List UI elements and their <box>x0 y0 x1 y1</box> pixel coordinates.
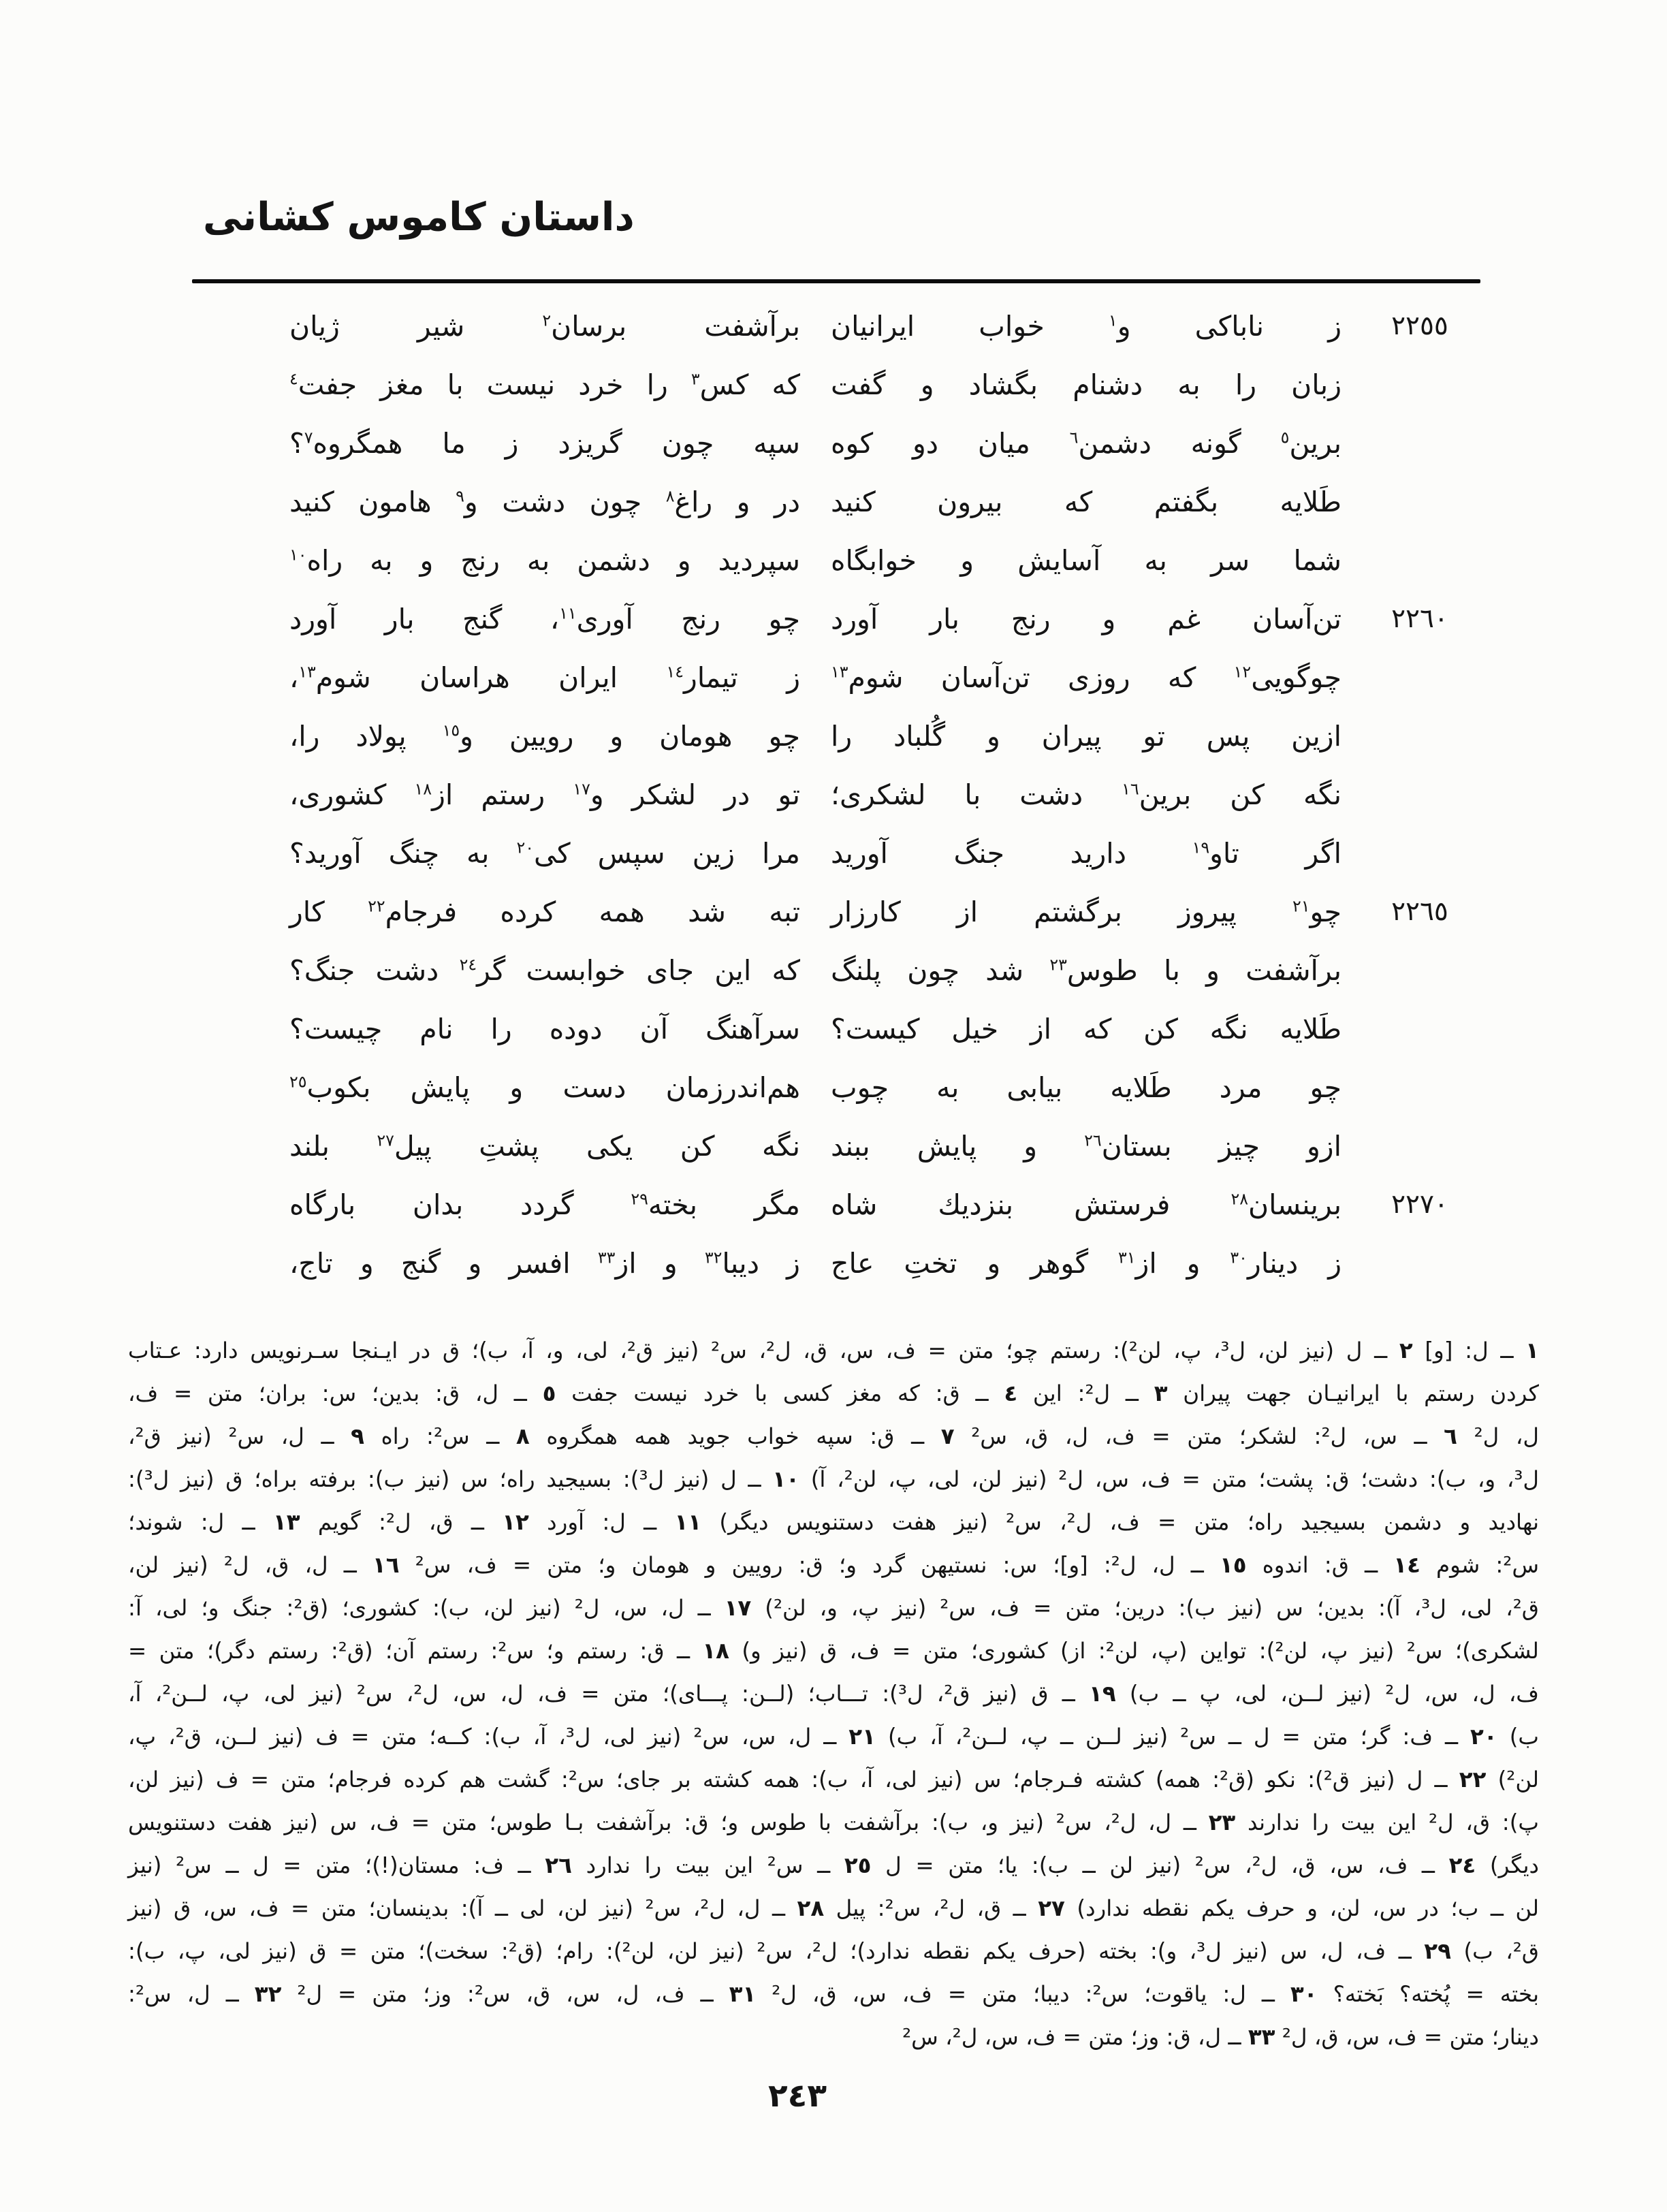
verse-number <box>1372 356 1467 414</box>
footnotes-block <box>128 1329 1539 2059</box>
verse-number <box>1372 1117 1467 1175</box>
verse-number <box>1372 707 1467 765</box>
verse-number <box>1372 765 1467 824</box>
verse-number <box>1372 824 1467 883</box>
footnote-line: لن²) ٢٢ ــ ل (نيز ق²): نكو (ق²: همه) كشته فـرجام؛ س (نيز لى، آ، ب): همه كشته بر جاى؛ س²: گشت هم كرده فرجام؛ متن = ف (نيز لن، <box>128 1767 1539 1792</box>
verse-number: ٢٢٥٥ <box>1391 311 1448 341</box>
verse-row <box>289 1175 1467 1234</box>
hemistich-first: اگر تاو$^{١٩}$ داريد جنگ آوريد <box>831 837 1341 870</box>
hemistich-first: برآشفت و با طوس$^{٢٣}$ شد چون پلنگ <box>831 954 1341 987</box>
hemistich-second: ز ديبا$^{٣٢}$ و از$^{٣٣}$ افسر و گنج و تاج، <box>289 1247 800 1280</box>
footnote-line: لشكرى)؛ س² (نيز پ، لن²): تواين (پ، لن²: از) كشورى؛ متن = ف، ق (نيز و) ١٨ ــ ق: رستم و؛ س²: رستم آن؛ (ق²: رستم دگر)؛ متن = <box>128 1638 1539 1664</box>
hemistich-second: چو هومان و رويين و$^{١٥}$ پولاد را، <box>289 720 800 753</box>
hemistich-second: ز تيمار$^{١٤}$ ايران هراسان شوم$^{١٣}$، <box>289 661 800 694</box>
verse-row <box>289 824 1467 883</box>
verse-row <box>289 1000 1467 1058</box>
hemistich-second: سرآهنگ آن دوده را نام چيست؟ <box>289 1013 800 1045</box>
footnote-line: ب) ٢٠ ــ ف: گر؛ متن = ل ــ س² (نيز لــن ــ پ، لــن²، آ، ب) ٢١ ــ ل، س، س² (نيز لى، ل³، آ، ب): كــه؛ متن = ف (نيز لــن، ق²، پ، <box>128 1724 1539 1750</box>
verse-number: ٢٢٧٠ <box>1391 1189 1448 1220</box>
hemistich-second: چو رنج آورى$^{١١}$، گنج بار آورد <box>289 603 800 635</box>
verse-number <box>1372 1058 1467 1117</box>
hemistich-first: برينسان$^{٢٨}$ فرستش بنزديك شاه <box>831 1188 1341 1221</box>
hemistich-first: چوگويى$^{١٢}$ كه روزى تن‌آسان شوم$^{١٣}$ <box>831 661 1341 694</box>
hemistich-second: هم‌اندرزمان دست و پايش بكوب$^{٢٥}$ <box>289 1071 800 1104</box>
footnote-line: ديگر) ٢٤ ــ ف، س، ق، ل²، س² (نيز لن ــ ب): يا؛ متن = ل ٢٥ ــ س² اين بيت را ندارد ٢٦ ــ ف: مستان(!)؛ متن = ل ــ س² (نيز <box>128 1852 1540 1878</box>
footnote-line: ق²، لى، ل³، آ): بدين؛ س (نيز ب): درين؛ متن = ف، س² (نيز پ، و، لن²) ١٧ ــ ل، س، ل² (نيز لن، ب): كشورى؛ (ق²: جنگ و؛ لى، آ: <box>128 1595 1539 1621</box>
footnote-line: پ): ق، ل² اين بيت را ندارند ٢٣ ــ ل، ل²، س² (نيز و، ب): برآشفت با طوس و؛ ق: برآشفت بـا طوس؛ متن = ف، س (نيز هفت دستنويس <box>128 1810 1539 1835</box>
verse-row <box>289 414 1467 473</box>
verse-number <box>1372 473 1467 531</box>
hemistich-first: ز ناباكى و$^١$ خواب ايرانيان <box>831 310 1341 343</box>
hemistich-second: تو در لشكر و$^{١٧}$ رستم از$^{١٨}$ كشورى، <box>289 778 800 811</box>
footnote-line: دينار؛ متن = ف، س، ق، ل² ٣٣ ــ ل، ق: وز؛ متن = ف، س، ل²، س² <box>902 2024 1539 2050</box>
footnote-line: ف، ل، س، ل² (نيز لــن، لى، پ ــ ب) ١٩ ــ ق (نيز ق²، ل³): تـــاب؛ (لــن: پـــاى)؛ متن = ف، ل، س، ل²، س² (نيز لى، پ، لــن²، آ، <box>128 1681 1540 1707</box>
verse-row <box>289 473 1467 531</box>
page-title: داستان كاموس كشانى <box>203 195 635 240</box>
hemistich-second: نگه كن يكى پشتِ پيل$^{٢٧}$ بلند <box>289 1130 800 1163</box>
hemistich-first: برين$^٥$ گونه دشمن$^٦$ ميان دو كوه <box>831 427 1341 460</box>
page-number: ٢٤٣ <box>767 2077 827 2115</box>
footnote-line: ق²، ب) ٢٩ ــ ف، ل، س (نيز ل³، و): بخته (حرف يكم نقطه ندارد)؛ ل²، س² (نيز لن، لن²): رام؛ (ق²: سخت)؛ متن = ق (نيز لى، پ، ب): <box>128 1938 1540 1964</box>
header-rule <box>192 279 1480 283</box>
hemistich-second: مرا زين سپس كى$^{٢٠}$ به چنگ آوريد؟ <box>289 837 800 870</box>
verse-row <box>289 883 1467 941</box>
footnote-line: ل³، و، ب): دشت؛ ق: پشت؛ متن = ف، س، ل² (نيز لن، لى، پ، لن²، آ) ١٠ ــ ل (نيز ل³): بسيجيد راه؛ س (نيز ب): برفته براه؛ ق (نيز ل³): <box>128 1466 1540 1492</box>
verse-row <box>289 707 1467 765</box>
verse-number <box>1372 1000 1467 1058</box>
verse-row <box>289 590 1467 648</box>
verse-row <box>289 941 1467 1000</box>
hemistich-first: طَلايه بگفتم كه بيرون كنيد <box>831 486 1341 518</box>
verse-number: ٢٢٦٠ <box>1391 603 1448 634</box>
verse-row <box>289 1117 1467 1175</box>
hemistich-first: چو$^{٢١}$ پيروز برگشتم از كارزار <box>831 896 1341 928</box>
hemistich-second: برآشفت برسان$^٢$ شير ژيان <box>289 310 800 343</box>
hemistich-first: شما سر به آسايش و خوابگاه <box>831 544 1341 577</box>
footnote-line: بخته = پُخته؟ بَخته؟ ٣٠ ــ ل: ياقوت؛ س²: ديبا؛ متن = ف، س، ق، ل² ٣١ ــ ف، ل، س، ق، س²: وز؛ متن = ل² ٣٢ ــ ل، س²: <box>128 1981 1539 2007</box>
hemistich-second: تبه شد همه كرده فرجام$^{٢٢}$ كار <box>289 896 800 928</box>
verse-row <box>289 1234 1467 1293</box>
footnote-line: س²: شوم ١٤ ــ ق: اندوه ١٥ ــ ل، ل²: [و]؛ س: نستيهن گرد و؛ ق: رويين و هومان و؛ متن = ف، س² ١٦ ــ ل، ق، ل² (نيز لن، <box>128 1552 1539 1578</box>
hemistich-first: چو مرد طَلايه بيابى به چوب <box>831 1071 1341 1104</box>
hemistich-second: در و راغ$^٨$ چون دشت و$^٩$ هامون كنيد <box>289 486 801 518</box>
footnote-line: نهاديد و دشمن بسيجيد راه؛ متن = ف، ل²، س² (نيز هفت دستنويس ديگر) ١١ ــ ل: آورد ١٢ ــ ق، ل²: گويم ١٣ ــ ل: شوند؛ <box>128 1509 1539 1535</box>
verse-row <box>289 356 1467 414</box>
hemistich-first: طَلايه نگه كن كه از خيل كيست؟ <box>831 1013 1341 1045</box>
verse-row <box>289 297 1467 356</box>
verse-row <box>289 765 1467 824</box>
verse-number: ٢٢٦٥ <box>1391 896 1448 927</box>
verse-row <box>289 531 1467 590</box>
hemistich-first: ز دينار$^{٣٠}$ و از$^{٣١}$ گوهر و تختِ عاج <box>831 1247 1341 1280</box>
footnote-line: ١ ــ ل: [و] ٢ ــ ل (نيز لن، ل³، پ، لن²): رستم چو؛ متن = ف، س، ق، ل²، س² (نيز ق²، لى، و، آ، ب)؛ ق در ايـنجا سـرنويس دارد: عـتاب <box>128 1338 1540 1363</box>
hemistich-second: مگر بخته$^{٢٩}$ گردد بدان بارگاه <box>289 1188 800 1221</box>
verse-number <box>1372 648 1467 707</box>
verse-table <box>289 297 1467 1293</box>
verse-row <box>289 1058 1467 1117</box>
hemistich-second: كه اين جاى خوابست گر$^{٢٤}$ دشت جنگ؟ <box>289 954 800 987</box>
verse-row <box>289 648 1467 707</box>
hemistich-second: كه كس$^٣$ را خرد نيست با مغز جفت$^٤$ <box>289 368 801 401</box>
hemistich-first: نگه كن برين$^{١٦}$ دشت با لشكرى؛ <box>831 778 1342 811</box>
footnote-line: كردن رستم با ايرانيـان جهت پيران ٣ ــ ل²: اين ٤ ــ ق: كه مغز كسى با خرد نيست جفت ٥ ــ ل، ق: بدين؛ س: بران؛ متن = ف، <box>128 1380 1539 1406</box>
footnote-line: ل، ل² ٦ ــ س، ل²: لشكر؛ متن = ف، ل، ق، س² ٧ ــ ق: سپه خواب جويد همه همگروه ٨ ــ س²: راه ٩ ــ ل، س² (نيز ق²، <box>128 1423 1539 1449</box>
hemistich-second: سپرديد و دشمن به رنج و به راه$^{١٠}$ <box>289 544 800 577</box>
hemistich-first: ازين پس تو پيران و گُلباد را <box>831 720 1341 753</box>
hemistich-second: سپه چون گريزد ز ما همگروه$^٧$؟ <box>289 427 800 460</box>
hemistich-first: زبان را به دشنام بگشاد و گفت <box>831 368 1341 401</box>
verse-number <box>1372 941 1467 1000</box>
verse-number <box>1372 1234 1467 1293</box>
footnote-line: لن ــ ب؛ در س، لن، و حرف يكم نقطه ندارد) ٢٧ ــ ق، ل²، س²: پيل ٢٨ ــ ل، ل²، س² (نيز لن، لى ــ آ): بدينسان؛ متن = ف، س، ق (نيز <box>128 1895 1540 1921</box>
hemistich-first: ازو چيز بستان$^{٢٦}$ و پايش ببند <box>831 1130 1341 1163</box>
hemistich-first: تن‌آسان غم و رنج بار آورد <box>831 603 1341 635</box>
verse-number <box>1372 531 1467 590</box>
verse-number <box>1372 414 1467 473</box>
